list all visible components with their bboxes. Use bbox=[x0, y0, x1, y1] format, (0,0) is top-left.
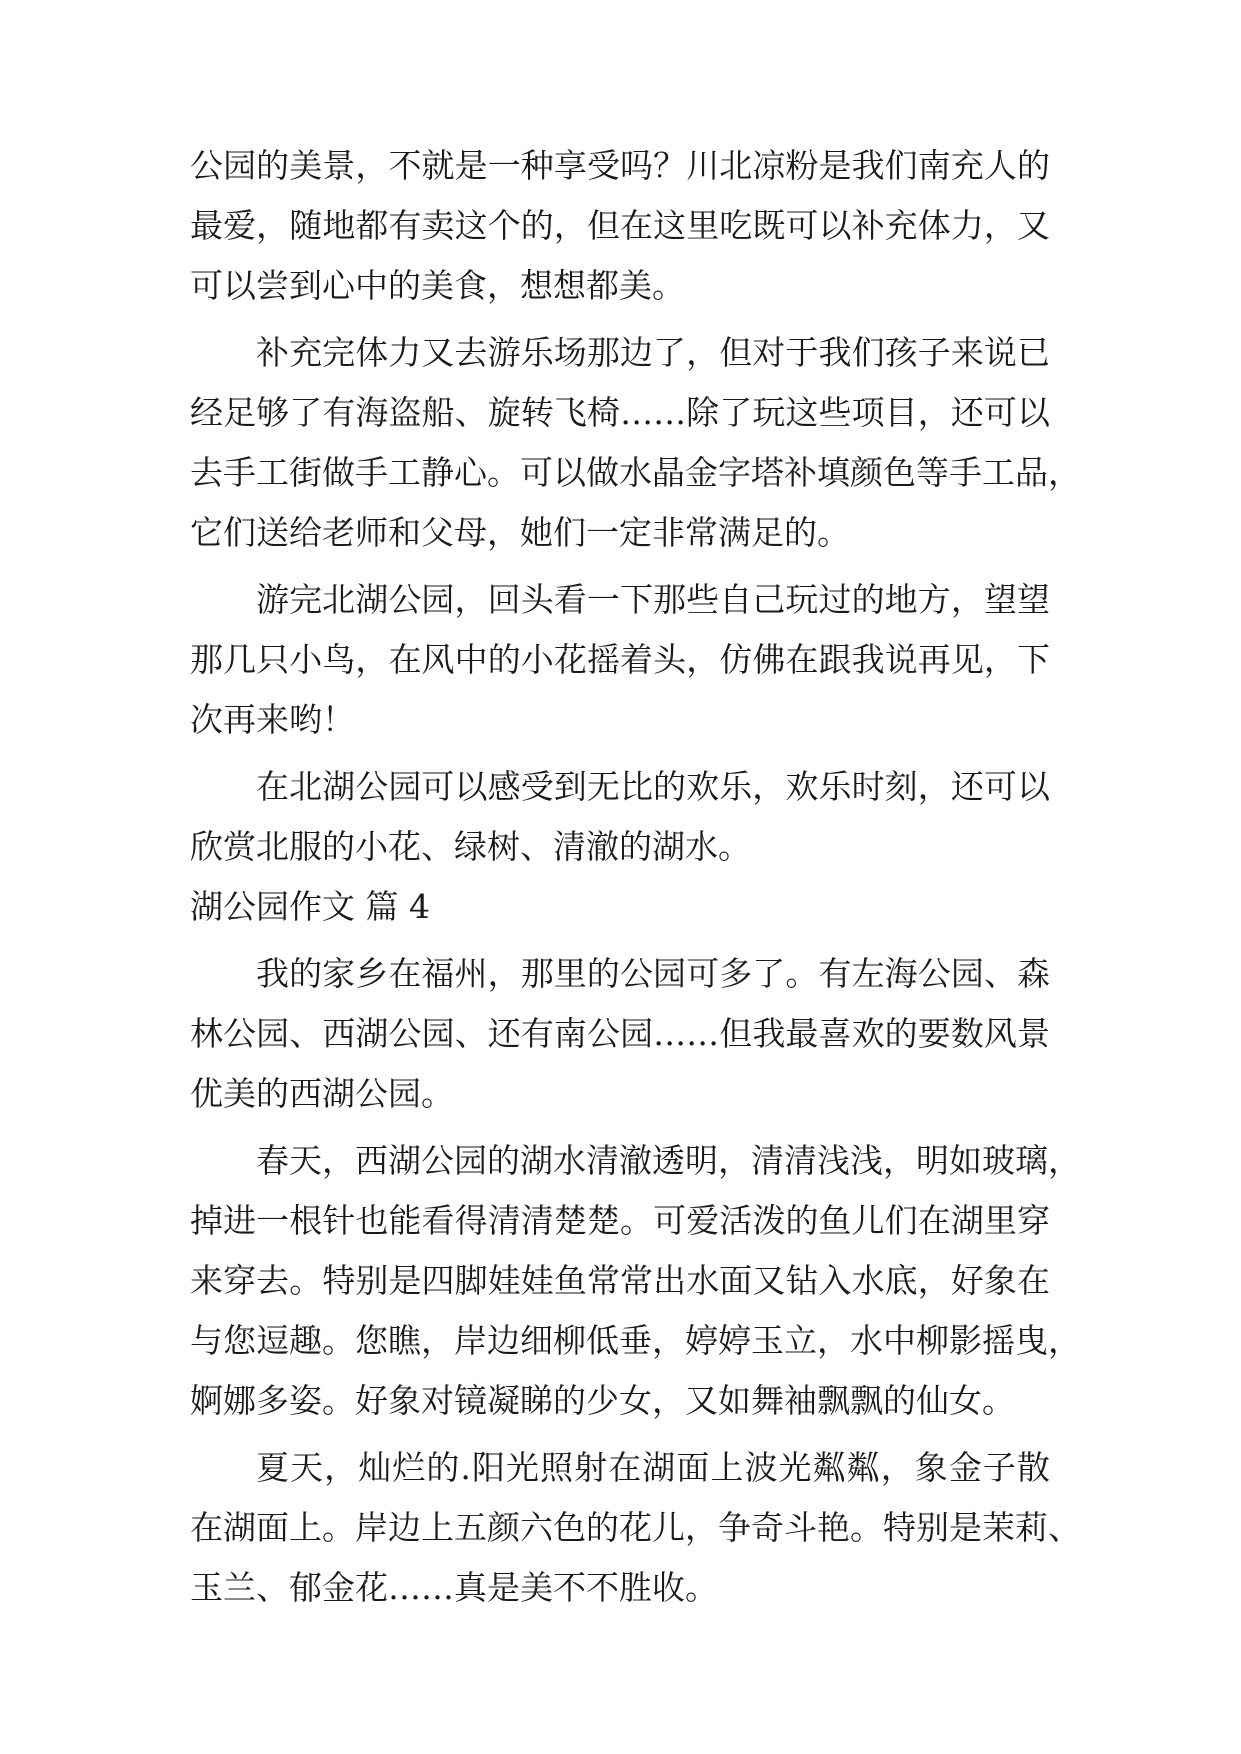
text-line: 优美的西湖公园。 bbox=[190, 1074, 454, 1113]
text-line: 那几只小鸟，在风中的小花摇着头，仿佛在跟我说再见，下 bbox=[190, 640, 1050, 679]
text-line: 春天，西湖公园的湖水清澈透明，清清浅浅，明如玻璃， bbox=[256, 1141, 1081, 1180]
text-line: 可以尝到心中的美食，想想都美。 bbox=[190, 266, 685, 305]
text-line: 与您逗趣。您瞧，岸边细柳低垂，婷婷玉立，水中柳影摇曳， bbox=[190, 1321, 1081, 1360]
text-line: 经足够了有海盗船、旋转飞椅……除了玩这些项目，还可以 bbox=[190, 393, 1050, 432]
text-line: 夏天，灿烂的.阳光照射在湖面上波光粼粼，象金子散 bbox=[256, 1448, 1050, 1487]
text-line: 玉兰、郁金花……真是美不不胜收。 bbox=[190, 1568, 718, 1607]
text-line: 它们送给老师和父母，她们一定非常满足的。 bbox=[190, 513, 850, 552]
text-line: 来穿去。特别是四脚娃娃鱼常常出水面又钻入水底，好象在 bbox=[190, 1261, 1050, 1300]
text-line: 林公园、西湖公园、还有南公园……但我最喜欢的要数风景 bbox=[190, 1014, 1050, 1053]
section-heading: 湖公园作文 篇 4 bbox=[190, 887, 430, 926]
text-line: 去手工街做手工静心。可以做水晶金字塔补填颜色等手工品， bbox=[190, 453, 1081, 492]
text-line: 在湖面上。岸边上五颜六色的花儿，争奇斗艳。特别是茉莉、 bbox=[190, 1508, 1081, 1547]
text-line: 欣赏北服的小花、绿树、清澈的湖水。 bbox=[190, 827, 751, 866]
text-line: 最爱，随地都有卖这个的，但在这里吃既可以补充体力，又 bbox=[190, 206, 1050, 245]
text-line: 游完北湖公园，回头看一下那些自己玩过的地方，望望 bbox=[256, 580, 1050, 619]
text-line: 我的家乡在福州，那里的公园可多了。有左海公园、森 bbox=[256, 954, 1050, 993]
text-line: 公园的美景，不就是一种享受吗？川北凉粉是我们南充人的 bbox=[190, 146, 1050, 185]
text-line: 在北湖公园可以感受到无比的欢乐，欢乐时刻，还可以 bbox=[256, 767, 1050, 806]
text-line: 婀娜多姿。好象对镜凝睇的少女，又如舞袖飘飘的仙女。 bbox=[190, 1381, 1015, 1420]
text-line: 补充完体力又去游乐场那边了，但对于我们孩子来说已 bbox=[256, 333, 1050, 372]
text-line: 次再来哟！ bbox=[190, 700, 355, 739]
text-line: 掉进一根针也能看得清清楚楚。可爱活泼的鱼儿们在湖里穿 bbox=[190, 1201, 1050, 1240]
